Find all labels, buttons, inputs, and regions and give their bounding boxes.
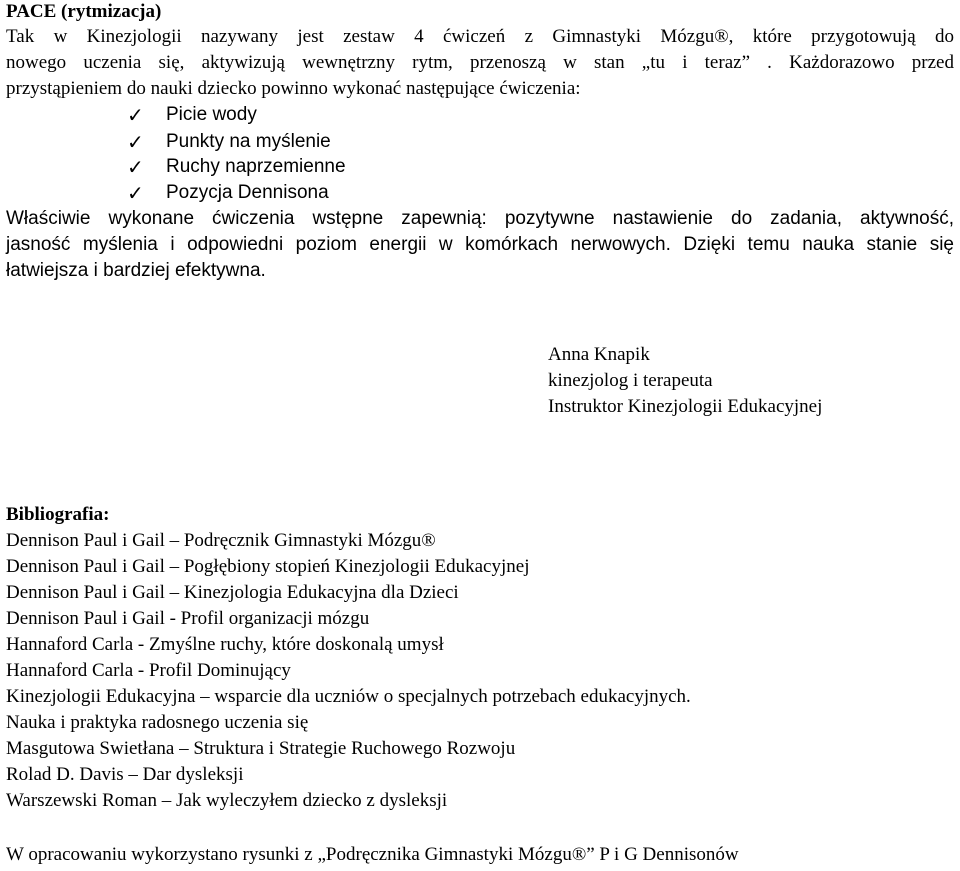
bibliography-item: Rolad D. Davis – Dar dysleksji xyxy=(6,764,244,785)
check-icon: ✓ xyxy=(127,155,144,179)
author-role: kinezjolog i terapeuta xyxy=(548,370,713,391)
exercise-item: Punkty na myślenie xyxy=(166,131,331,152)
bibliography-item: Nauka i praktyka radosnego uczenia się xyxy=(6,712,309,733)
section-title: PACE (rytmizacja) xyxy=(6,1,162,22)
bibliography-item: Warszewski Roman – Jak wyleczyłem dziecko z dysleksji xyxy=(6,790,448,811)
bibliography-item: Kinezjologii Edukacyjna – wsparcie dla uczniów o specjalnych potrzebach edukacyjnych. xyxy=(6,686,691,707)
bibliography-item: Hannaford Carla - Profil Dominujący xyxy=(6,660,291,681)
summary-line-3: łatwiejsza i bardziej efektywna. xyxy=(6,260,266,281)
intro-line-3: przystąpieniem do nauki dziecko powinno wykonać następujące ćwiczenia: xyxy=(6,78,581,99)
summary-line-1: Właściwie wykonane ćwiczenia wstępne zapewnią: pozytywne nastawienie do zadania, aktywność, xyxy=(6,208,954,229)
check-icon: ✓ xyxy=(127,103,144,127)
author-name: Anna Knapik xyxy=(548,344,650,365)
check-icon: ✓ xyxy=(127,130,144,154)
author-position: Instruktor Kinezjologii Edukacyjnej xyxy=(548,396,823,417)
intro-line-2: nowego uczenia się, aktywizują wewnętrzny rytm, przenoszą w stan „tu i teraz” . Każdorazowo przed xyxy=(6,52,954,73)
summary-line-2: jasność myślenia i odpowiedni poziom energii w komórkach nerwowych. Dzięki temu nauka stanie się xyxy=(6,234,954,255)
bibliography-item: Dennison Paul i Gail - Profil organizacji mózgu xyxy=(6,608,370,629)
intro-line-1: Tak w Kinezjologii nazywany jest zestaw 4 ćwiczeń z Gimnastyki Mózgu®, które przygotowują do xyxy=(6,26,954,47)
bibliography-item: Masgutowa Swietłana – Struktura i Strategie Ruchowego Rozwoju xyxy=(6,738,516,759)
footer-note: W opracowaniu wykorzystano rysunki z „Podręcznika Gimnastyki Mózgu®” P i G Dennisonów xyxy=(6,844,739,865)
bibliography-item: Dennison Paul i Gail – Pogłębiony stopień Kinezjologii Edukacyjnej xyxy=(6,556,530,577)
bibliography-item: Dennison Paul i Gail – Kinezjologia Edukacyjna dla Dzieci xyxy=(6,582,459,603)
check-icon: ✓ xyxy=(127,181,144,205)
bibliography-title: Bibliografia: xyxy=(6,504,110,525)
exercise-item: Ruchy naprzemienne xyxy=(166,156,346,177)
bibliography-item: Hannaford Carla - Zmyślne ruchy, które doskonalą umysł xyxy=(6,634,444,655)
bibliography-item: Dennison Paul i Gail – Podręcznik Gimnastyki Mózgu® xyxy=(6,530,436,551)
exercise-item: Pozycja Dennisona xyxy=(166,182,329,203)
exercise-item: Picie wody xyxy=(166,104,257,125)
